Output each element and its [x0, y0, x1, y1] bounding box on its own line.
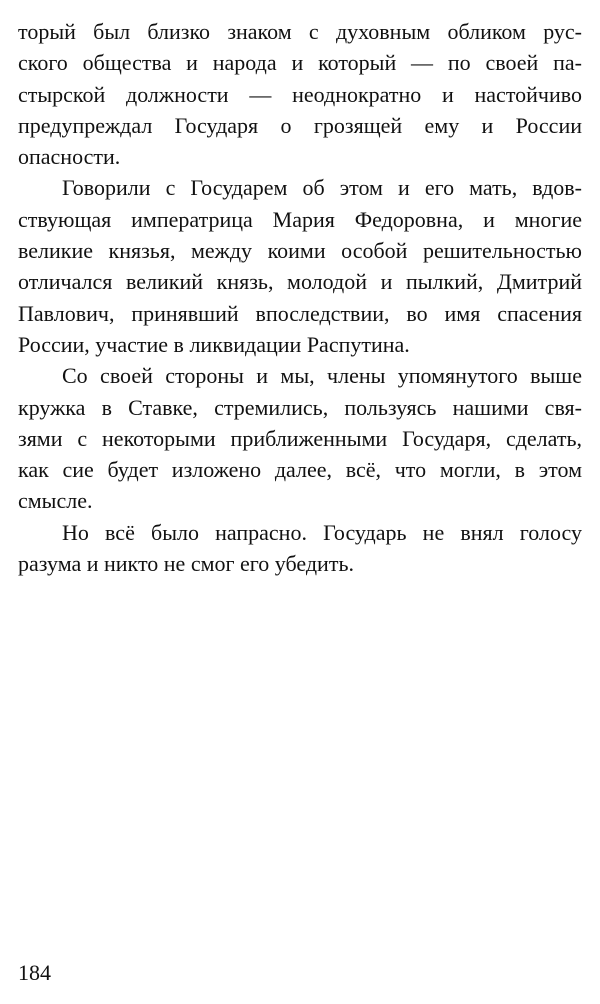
- text-line: великие князья, между коими особой решительностью: [18, 238, 582, 264]
- text-line: России, участие в ликвидации Распутина.: [18, 331, 410, 357]
- text-line: Говорили с Государем об этом и его мать, вдов-: [62, 175, 582, 201]
- page-text: [18, 16, 582, 579]
- text-line: опасности.: [18, 144, 121, 170]
- text-line: Со своей стороны и мы, члены упомянутого выше: [62, 363, 582, 389]
- paragraph: [18, 172, 582, 360]
- paragraph: [18, 16, 582, 172]
- text-line: кружка в Ставке, стремились, пользуясь нашими свя-: [18, 394, 582, 420]
- text-line: Но всё было напрасно. Государь не внял голосу: [62, 519, 582, 545]
- text-line: смысле.: [18, 488, 93, 514]
- text-line: стырской должности — неоднократно и настойчиво: [18, 81, 582, 107]
- page-number: 184: [18, 960, 51, 985]
- text-line: ствующая императрица Мария Федоровна, и многие: [18, 206, 582, 232]
- text-line: ского общества и народа и который — по своей па-: [18, 50, 582, 76]
- paragraph: [18, 360, 582, 516]
- text-line: зями с некоторыми приближенными Государя, сделать,: [18, 425, 582, 451]
- text-line: разума и никто не смог его убедить.: [18, 551, 354, 577]
- text-line: предупреждал Государя о грозящей ему и России: [18, 112, 582, 138]
- text-line: торый был близко знаком с духовным обликом рус-: [18, 19, 582, 44]
- text-line: Павлович, принявший впоследствии, во имя спасения: [18, 300, 582, 326]
- text-line: как сие будет изложено далее, всё, что могли, в этом: [18, 457, 582, 483]
- paragraph: [18, 517, 582, 580]
- text-line: отличался великий князь, молодой и пылкий, Дмитрий: [18, 269, 582, 295]
